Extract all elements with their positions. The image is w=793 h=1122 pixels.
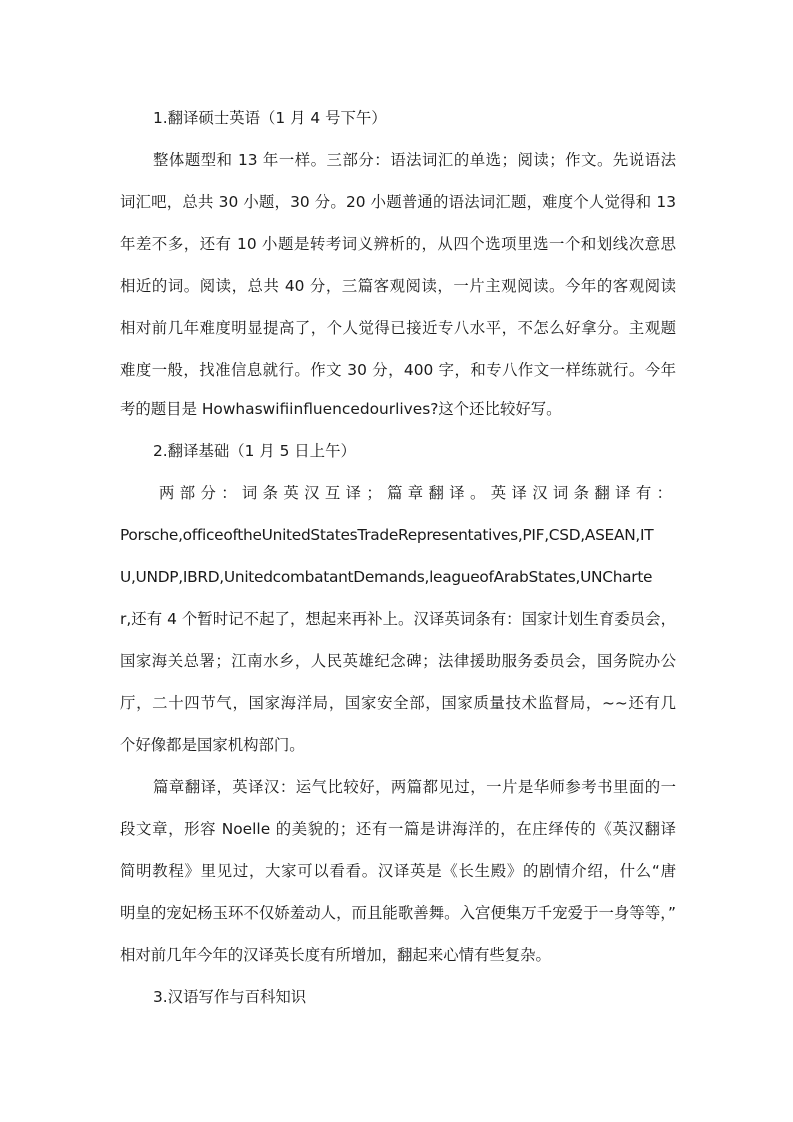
paragraph-line: r,还有 4 个暂时记不起了，想起来再补上。汉译英词条有：国家计划生育委员会，: [120, 610, 676, 628]
paragraph-line: 相对前几年难度明显提高了，个人觉得已接近专八水平，不怎么好拿分。主观题: [120, 319, 676, 337]
paragraph-line: 难度一般，找准信息就行。作文 30 分，400 字，和专八作文一样练就行。今年: [120, 361, 676, 379]
paragraph-line: 相对前几年今年的汉译英长度有所增加，翻起来心情有些复杂。: [120, 946, 551, 964]
section-heading-3: 3.汉语写作与百科知识: [153, 988, 307, 1006]
section-heading-1: 1.翻译硕士英语（1 月 4 号下午）: [153, 109, 387, 127]
paragraph-line: 个好像都是国家机构部门。: [120, 736, 305, 754]
paragraph-line: 相近的词。阅读，总共 40 分，三篇客观阅读，一片主观阅读。今年的客观阅读: [120, 277, 676, 295]
paragraph-line: U,UNDP,IBRD,UnitedcombatantDemands,leagueofArabStates,UNCharte: [120, 568, 653, 586]
paragraph-line: 厅，二十四节气，国家海洋局，国家安全部，国家质量技术监督局，~~还有几: [120, 694, 676, 712]
paragraph-line: 国家海关总署；江南水乡，人民英雄纪念碑；法律援助服务委员会，国务院办公: [120, 652, 676, 670]
paragraph-line: Porsche,officeoftheUnitedStatesTradeRepresentatives,PIF,CSD,ASEAN,IT: [120, 526, 654, 544]
paragraph-line: 明皇的宠妃杨玉环不仅娇羞动人，而且能歌善舞。入宫便集万千宠爱于一身等等，”: [120, 904, 676, 922]
paragraph-line: 词汇吧，总共 30 小题，30 分。20 小题普通的语法词汇题，难度个人觉得和 13: [120, 193, 676, 211]
paragraph-line: 篇章翻译，英译汉：运气比较好，两篇都见过，一片是华师参考书里面的一: [153, 778, 676, 796]
section-heading-2: 2.翻译基础（1 月 5 日上午）: [153, 442, 356, 460]
paragraph-line: 简明教程》里见过，大家可以看看。汉译英是《长生殿》的剧情介绍，什么“唐: [120, 862, 676, 880]
paragraph-line: 年差不多，还有 10 小题是转考词义辨析的，从四个选项里选一个和划线次意思: [120, 235, 676, 253]
paragraph-line: 两部分：词条英汉互译；篇章翻译。英译汉词条翻译有：: [159, 484, 676, 502]
paragraph-line: 考的题目是 Howhaswifiinfluencedourlives?这个还比较好写。: [120, 400, 562, 418]
paragraph-line: 整体题型和 13 年一样。三部分：语法词汇的单选；阅读；作文。先说语法: [153, 151, 676, 169]
paragraph-line: 段文章，形容 Noelle 的美貌的；还有一篇是讲海洋的，在庄绎传的《英汉翻译: [120, 820, 676, 838]
